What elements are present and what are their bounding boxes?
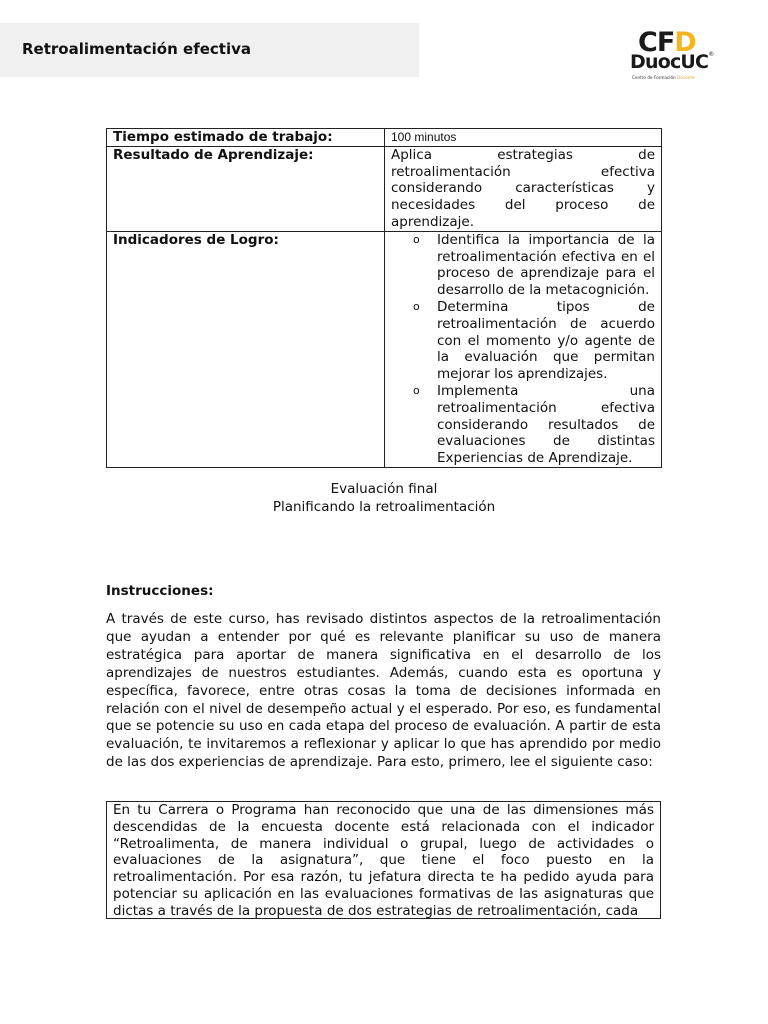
list-item: o Identifica la importancia de la retroalimentación efectiva en el proceso de aprendizaje para el desarrollo de la metacognición.	[413, 231, 655, 299]
evaluation-subtitle: Planificando la retroalimentación	[272, 499, 496, 515]
logo-duocuc: DuocUC®	[630, 51, 714, 73]
indicators-label: Indicadores de Logro:	[107, 231, 385, 467]
bullet-icon: o	[413, 232, 420, 246]
time-label: Tiempo estimado de trabajo:	[107, 129, 385, 147]
table-row	[107, 129, 662, 147]
table-row	[107, 231, 662, 467]
bullet-icon: o	[413, 383, 420, 397]
case-box: En tu Carrera o Programa han reconocido que una de las dimensiones más descendidas de la encuesta docente está relacionada con el indicador “Retroalimenta, de manera individual o grupal, luego de actividades o evaluaciones de la asignatura”, que tiene el foco puesto en la retroalimentación. Por esa razón, tu jefatura directa te ha pedido ayuda para potenciar su aplicación en las evaluaciones formativas de las asignaturas que dictas a través de la propuesta de dos estrategias de retroalimentación, cada	[106, 801, 661, 919]
bullet-icon: o	[413, 299, 420, 313]
course-info-table	[106, 128, 662, 468]
indicators-cell	[385, 231, 662, 467]
list-item: o Determina tipos de retroalimentación de acuerdo con el momento y/o agente de la evaluación que permitan mejorar los aprendizajes.	[413, 298, 655, 383]
time-value: 100 minutos	[385, 129, 662, 147]
table-row	[107, 146, 662, 231]
indicators-list	[391, 232, 655, 467]
evaluation-title: Evaluación final	[330, 481, 438, 497]
cfd-duocuc-logo	[628, 27, 718, 83]
page-title: Retroalimentación efectiva	[22, 40, 251, 58]
outcome-value: Aplica estrategias de retroalimentación efectiva considerando características y necesidades del proceso de aprendizaje.	[385, 146, 662, 231]
list-item: o Implementa una retroalimentación efectiva considerando resultados de evaluaciones de distintas Experiencias de Aprendizaje.	[413, 382, 655, 467]
logo-subtitle: Centro de Formación Docente	[632, 75, 695, 80]
instructions-heading: Instrucciones:	[106, 583, 214, 599]
instructions-paragraph: A través de este curso, has revisado distintos aspectos de la retroalimentación que ayudan a entender por qué es relevante planificar su uso de manera estratégica para aportar de manera significativa en el desarrollo de los aprendizajes de nuestros estudiantes. Además, cuando esta es oportuna y específica, favorece, entre otras cosas la toma de decisiones informada en relación con el nivel de desempeño actual y el esperado. Por eso, es fundamental que se potencie su uso en cada etapa del proceso de evaluación. A partir de esta evaluación, te invitaremos a reflexionar y aplicar lo que has aprendido por medio de las dos experiencias de aprendizaje. Para esto, primero, lee el siguiente caso:	[106, 611, 661, 771]
outcome-label: Resultado de Aprendizaje:	[107, 146, 385, 231]
logo-cf: CFD	[638, 27, 696, 58]
